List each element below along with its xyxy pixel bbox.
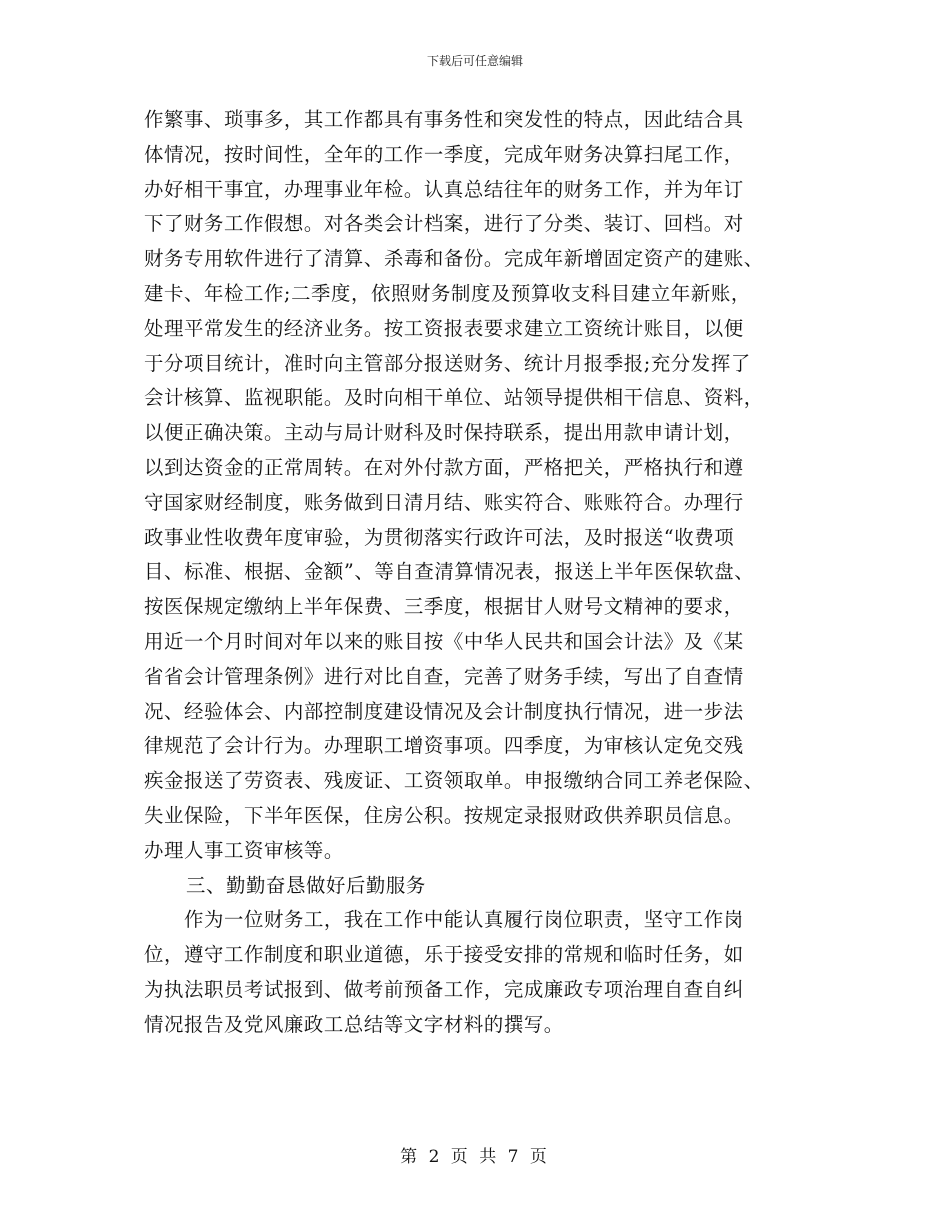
body-line: 体情况，按时间性，全年的工作一季度，完成年财务决算扫尾工作， (144, 142, 744, 166)
body-line: 办理人事工资审核等。 (144, 838, 344, 862)
section-heading: 三、勤勤奋恳做好后勤服务 (186, 873, 426, 897)
body-line: 于分项目统计，准时向主管部分报送财务、统计月报季报;充分发挥了 (144, 351, 751, 375)
body-line: 建卡、年检工作;二季度，依照财务制度及预算收支科目建立年新账， (144, 281, 751, 305)
body-line: 为执法职员考试报到、做考前预备工作，完成廉政专项治理自查自纠 (144, 977, 744, 1001)
body-line: 目、标准、根据、金额”、等自查清算情况表，报送上半年医保软盘、 (144, 560, 755, 584)
body-line: 按医保规定缴纳上半年保费、三季度，根据甘人财号文精神的要求， (144, 595, 744, 619)
body-line: 下了财务工作假想。对各类会计档案，进行了分类、装订、回档。对 (144, 212, 744, 236)
body-line: 况、经验体会、内部控制度建设情况及会计制度执行情况，进一步法 (144, 699, 744, 723)
body-line: 疾金报送了劳资表、残废证、工资领取单。申报缴纳合同工养老保险、 (144, 769, 764, 793)
body-line: 位，遵守工作制度和职业道德，乐于接受安排的常规和临时任务，如 (144, 943, 744, 967)
body-line: 用近一个月时间对年以来的账目按《中华人民共和国会计法》及《某 (144, 629, 744, 653)
body-line: 作为一位财务工，我在工作中能认真履行岗位职责，坚守工作岗 (184, 908, 744, 932)
document-body (144, 103, 806, 1043)
body-line: 以到达资金的正常周转。在对外付款方面，严格把关，严格执行和遵 (144, 455, 744, 479)
body-line: 作繁事、琐事多，其工作都具有事务性和突发性的特点，因此结合具 (144, 108, 744, 131)
body-line: 律规范了会计行为。办理职工增资事项。四季度，为审核认定免交残 (144, 734, 744, 758)
body-line: 守国家财经制度，账务做到日清月结、账实符合、账账符合。办理行 (144, 490, 744, 514)
body-line: 政事业性收费年度审验，为贯彻落实行政许可法，及时报送“收费项 (144, 525, 735, 549)
body-line: 处理平常发生的经济业务。按工资报表要求建立工资统计账目，以便 (144, 316, 744, 340)
page-number: 第 2 页 共 7 页 (400, 1147, 550, 1167)
body-line: 情况报告及党风廉政工总结等文字材料的撰写。 (144, 1012, 564, 1036)
body-line: 以便正确决策。主动与局计财科及时保持联系，提出用款申请计划， (144, 421, 744, 445)
body-line: 会计核算、监视职能。及时向相干单位、站领导提供相干信息、资料， (144, 386, 764, 410)
body-line: 办好相干事宜，办理事业年检。认真总结往年的财务工作，并为年订 (144, 177, 744, 201)
body-line: 省省会计管理条例》进行对比自查，完善了财务手续，写出了自查情 (144, 664, 744, 688)
page-header: 下载后可任意编辑 (426, 54, 523, 68)
body-line: 财务专用软件进行了清算、杀毒和备份。完成年新增固定资产的建账、 (144, 247, 764, 271)
body-line: 失业保险，下半年医保，住房公积。按规定录报财政供养职员信息。 (144, 803, 744, 827)
